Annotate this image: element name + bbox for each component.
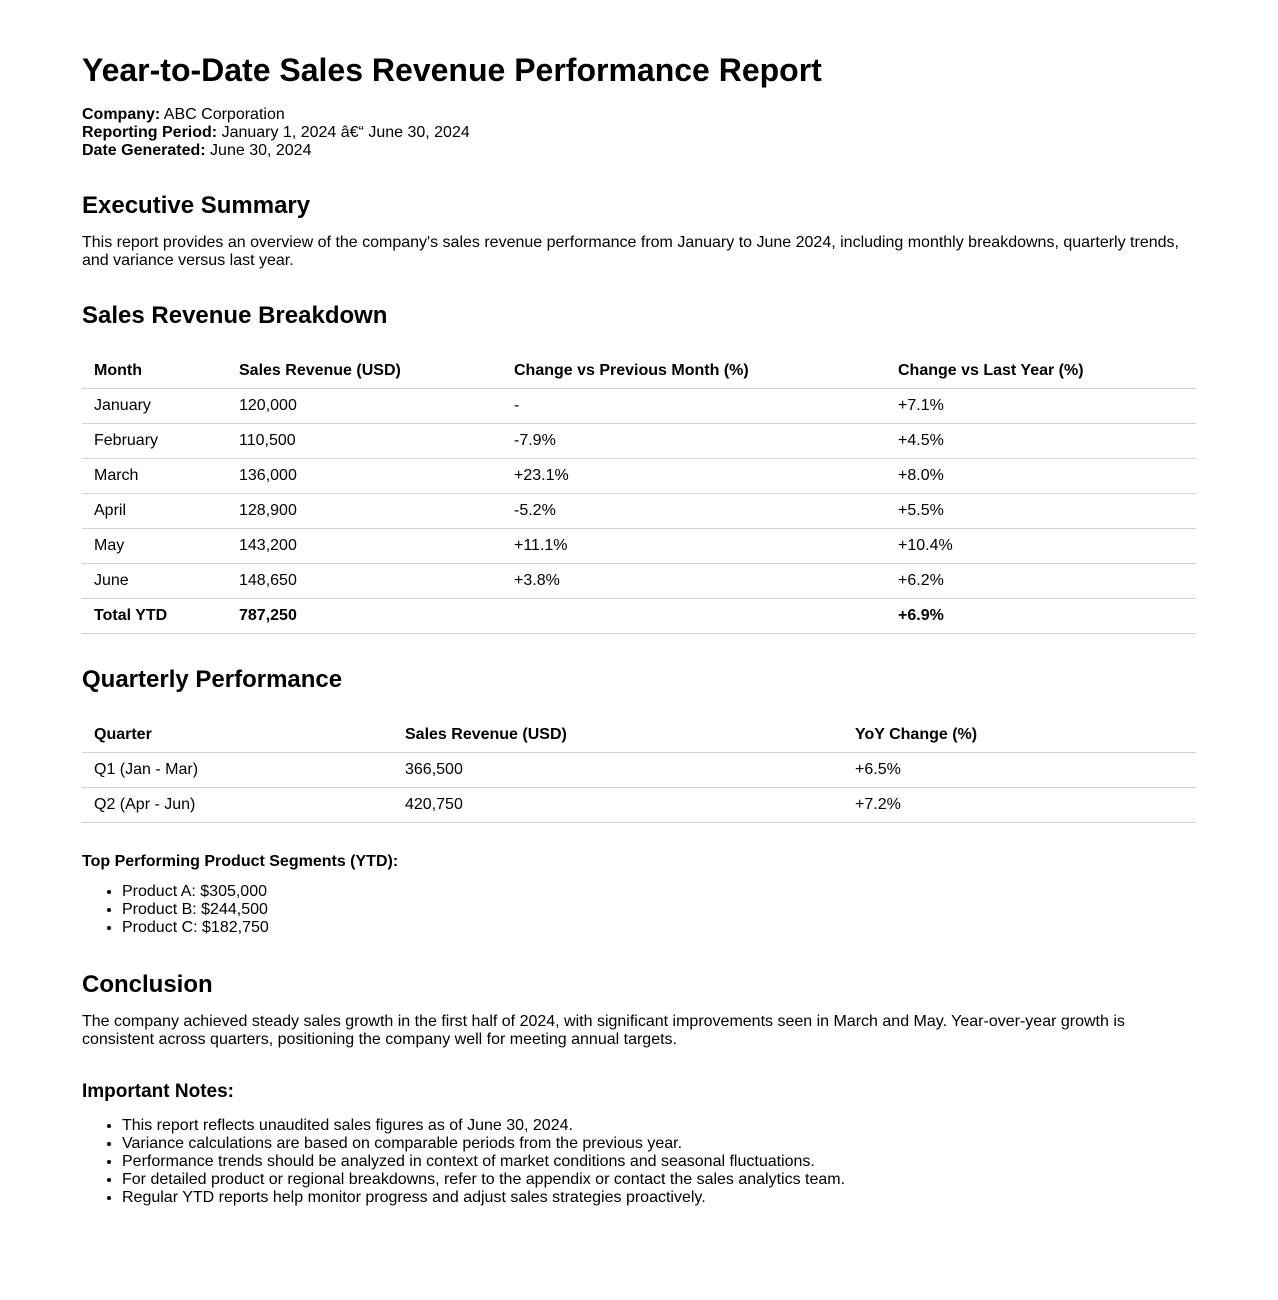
meta-reporting-period-label: Reporting Period:	[82, 124, 218, 141]
month-cell: January	[82, 389, 227, 424]
column-header-quarter: Quarter	[82, 718, 393, 753]
quarter-cell: Q2 (Apr - Jun)	[82, 788, 393, 823]
table-row	[82, 389, 1196, 424]
change-last-year-cell: +10.4%	[886, 529, 1196, 564]
meta-reporting-period	[82, 124, 1196, 142]
revenue-cell: 128,900	[227, 494, 502, 529]
quarterly-performance-table	[82, 718, 1196, 823]
column-header-change-last-year: Change vs Last Year (%)	[886, 354, 1196, 389]
executive-summary-section	[82, 192, 1196, 270]
product-segments-list	[82, 883, 1196, 937]
column-header-yoy-change: YoY Change (%)	[843, 718, 1196, 753]
important-notes-heading: Important Notes:	[82, 1081, 234, 1102]
table-row	[82, 564, 1196, 599]
yoy-change-cell: +6.5%	[843, 753, 1196, 788]
table-row	[82, 529, 1196, 564]
product-segments-title: Top Performing Product Segments (YTD):	[82, 853, 399, 870]
total-row	[82, 599, 1196, 634]
report-title: Year-to-Date Sales Revenue Performance Report	[82, 52, 822, 88]
list-item: • Regular YTD reports help monitor progress and adjust sales strategies proactively.	[122, 1189, 1196, 1207]
change-last-year-cell: +4.5%	[886, 424, 1196, 459]
change-prev-month-cell: +3.8%	[502, 564, 886, 599]
revenue-cell: 110,500	[227, 424, 502, 459]
yoy-change-cell: +7.2%	[843, 788, 1196, 823]
meta-date-generated-label: Date Generated:	[82, 142, 206, 159]
table-row	[82, 424, 1196, 459]
revenue-cell: 366,500	[393, 753, 843, 788]
meta-reporting-period-value: January 1, 2024 â€“ June 30, 2024	[221, 124, 470, 141]
table-header-row	[82, 718, 1196, 753]
conclusion-text: The company achieved steady sales growth in the first half of 2024, with significant improvements seen in March and May. Year-over-year growth is consistent across quarters, positioning the company well for meeting annual targets.	[82, 1013, 1125, 1048]
total-label-cell: Total YTD	[82, 599, 227, 634]
column-header-sales-revenue: Sales Revenue (USD)	[393, 718, 843, 753]
meta-date-generated-value: June 30, 2024	[210, 142, 312, 159]
change-prev-month-cell: +11.1%	[502, 529, 886, 564]
revenue-cell: 420,750	[393, 788, 843, 823]
revenue-cell: 120,000	[227, 389, 502, 424]
column-header-change-prev-month: Change vs Previous Month (%)	[502, 354, 886, 389]
quarterly-performance-section	[82, 666, 1196, 937]
list-item: • Product C: $182,750	[122, 919, 1196, 937]
total-revenue-cell: 787,250	[227, 599, 502, 634]
table-row	[82, 494, 1196, 529]
sales-breakdown-heading: Sales Revenue Breakdown	[82, 302, 388, 329]
month-cell: February	[82, 424, 227, 459]
month-cell: March	[82, 459, 227, 494]
table-row	[82, 788, 1196, 823]
table-row	[82, 459, 1196, 494]
list-item: • Variance calculations are based on comparable periods from the previous year.	[122, 1135, 1196, 1153]
change-prev-month-cell: -	[502, 389, 886, 424]
revenue-cell: 143,200	[227, 529, 502, 564]
meta-company-label: Company:	[82, 106, 161, 123]
table-header-row	[82, 354, 1196, 389]
list-item: • This report reflects unaudited sales figures as of June 30, 2024.	[122, 1117, 1196, 1135]
sales-breakdown-section	[82, 302, 1196, 634]
column-header-month: Month	[82, 354, 227, 389]
total-change-prev-month-cell	[502, 599, 886, 634]
executive-summary-heading: Executive Summary	[82, 192, 311, 219]
conclusion-heading: Conclusion	[82, 971, 213, 998]
month-cell: May	[82, 529, 227, 564]
meta-date-generated	[82, 142, 1196, 160]
report-meta	[82, 106, 1196, 160]
quarter-cell: Q1 (Jan - Mar)	[82, 753, 393, 788]
column-header-sales-revenue: Sales Revenue (USD)	[227, 354, 502, 389]
table-row	[82, 753, 1196, 788]
total-change-last-year-cell: +6.9%	[886, 599, 1196, 634]
list-item: • For detailed product or regional breakdowns, refer to the appendix or contact the sales analytics team.	[122, 1171, 1196, 1189]
list-item: • Product B: $244,500	[122, 901, 1196, 919]
meta-company	[82, 106, 1196, 124]
month-cell: June	[82, 564, 227, 599]
change-prev-month-cell: +23.1%	[502, 459, 886, 494]
executive-summary-text: This report provides an overview of the company's sales revenue performance from January to June 2024, including monthly breakdowns, quarterly trends, and variance versus last year.	[82, 234, 1179, 269]
important-notes-section	[82, 1081, 1196, 1207]
revenue-cell: 136,000	[227, 459, 502, 494]
change-last-year-cell: +5.5%	[886, 494, 1196, 529]
sales-breakdown-table	[82, 354, 1196, 634]
meta-company-value: ABC Corporation	[163, 106, 285, 123]
list-item: • Performance trends should be analyzed in context of market conditions and seasonal fluctuations.	[122, 1153, 1196, 1171]
change-last-year-cell: +7.1%	[886, 389, 1196, 424]
quarterly-performance-heading: Quarterly Performance	[82, 666, 343, 693]
change-prev-month-cell: -7.9%	[502, 424, 886, 459]
revenue-cell: 148,650	[227, 564, 502, 599]
conclusion-section	[82, 971, 1196, 1049]
change-last-year-cell: +6.2%	[886, 564, 1196, 599]
important-notes-list	[82, 1117, 1196, 1207]
month-cell: April	[82, 494, 227, 529]
change-last-year-cell: +8.0%	[886, 459, 1196, 494]
change-prev-month-cell: -5.2%	[502, 494, 886, 529]
list-item: • Product A: $305,000	[122, 883, 1196, 901]
